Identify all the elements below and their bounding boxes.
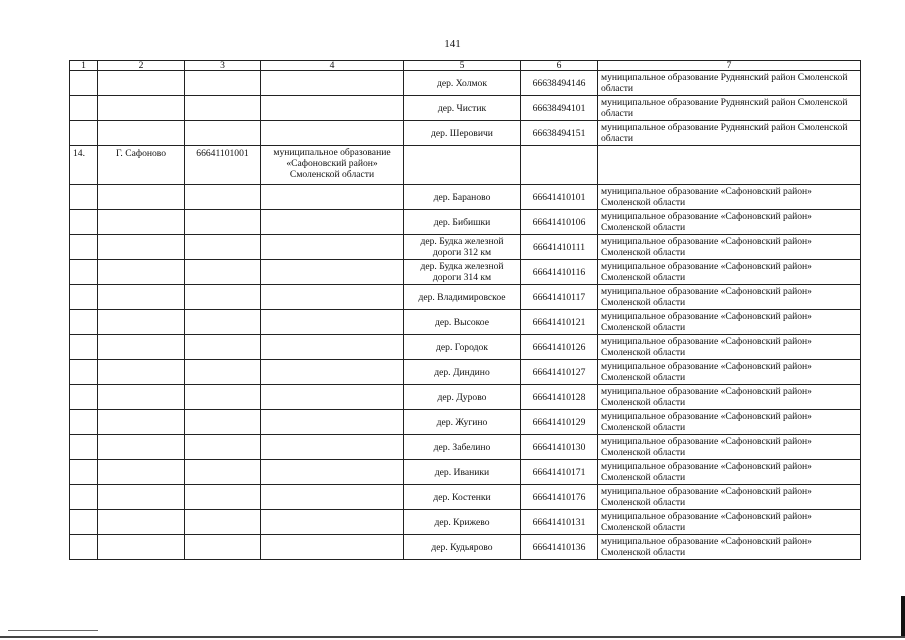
cell-c1	[70, 435, 98, 460]
cell-c5: дер. Высокое	[404, 310, 521, 335]
cell-c6: 66641410136	[521, 535, 598, 560]
cell-c5: дер. Бараново	[404, 185, 521, 210]
cell-c7: муниципальное образование Руднянский район Смоленской области	[598, 71, 861, 96]
header-cell-2: 2	[98, 61, 185, 71]
cell-c6: 66638494101	[521, 96, 598, 121]
cell-c1	[70, 385, 98, 410]
cell-c7: муниципальное образование Руднянский район Смоленской области	[598, 121, 861, 146]
table-row	[70, 185, 861, 210]
cell-c2	[98, 435, 185, 460]
cell-c5: дер. Будка железной дороги 312 км	[404, 235, 521, 260]
cell-c5: дер. Забелино	[404, 435, 521, 460]
cell-c1	[70, 485, 98, 510]
cell-c1	[70, 460, 98, 485]
cell-c4	[261, 210, 404, 235]
cell-c3: 66641101001	[185, 146, 261, 185]
header-cell-6: 6	[521, 61, 598, 71]
cell-c5: дер. Чистик	[404, 96, 521, 121]
cell-c5: дер. Дурово	[404, 385, 521, 410]
cell-c3	[185, 385, 261, 410]
table-row	[70, 385, 861, 410]
cell-c3	[185, 310, 261, 335]
table-row	[70, 121, 861, 146]
cell-c2	[98, 535, 185, 560]
cell-c5: дер. Шеровичи	[404, 121, 521, 146]
cell-c3	[185, 260, 261, 285]
cell-c3	[185, 285, 261, 310]
table-row	[70, 285, 861, 310]
cell-c5: дер. Холмок	[404, 71, 521, 96]
cell-c2	[98, 96, 185, 121]
cell-c7: муниципальное образование Руднянский район Смоленской области	[598, 96, 861, 121]
cell-c7: муниципальное образование «Сафоновский район» Смоленской области	[598, 385, 861, 410]
page-number: 141	[444, 38, 461, 50]
header-cell-1: 1	[70, 61, 98, 71]
cell-c2	[98, 310, 185, 335]
cell-c7: муниципальное образование «Сафоновский район» Смоленской области	[598, 210, 861, 235]
cell-c5: дер. Бибишки	[404, 210, 521, 235]
cell-c3	[185, 410, 261, 435]
cell-c7: муниципальное образование «Сафоновский район» Смоленской области	[598, 360, 861, 385]
cell-c5: дер. Будка железной дороги 314 км	[404, 260, 521, 285]
table-row	[70, 235, 861, 260]
header-cell-3: 3	[185, 61, 261, 71]
table-row	[70, 210, 861, 235]
cell-c3	[185, 335, 261, 360]
cell-c5: дер. Диндино	[404, 360, 521, 385]
cell-c3	[185, 460, 261, 485]
cell-c6: 66638494151	[521, 121, 598, 146]
cell-c6: 66641410111	[521, 235, 598, 260]
cell-c6: 66641410130	[521, 435, 598, 460]
cell-c5: дер. Городок	[404, 335, 521, 360]
cell-c7: муниципальное образование «Сафоновский район» Смоленской области	[598, 410, 861, 435]
table-row	[70, 360, 861, 385]
cell-c4	[261, 460, 404, 485]
cell-c3	[185, 360, 261, 385]
cell-c6: 66641410128	[521, 385, 598, 410]
cell-c7: муниципальное образование «Сафоновский район» Смоленской области	[598, 185, 861, 210]
cell-c3	[185, 535, 261, 560]
table-row	[70, 535, 861, 560]
cell-c7: муниципальное образование «Сафоновский район» Смоленской области	[598, 535, 861, 560]
cell-c5	[404, 146, 521, 185]
cell-c3	[185, 235, 261, 260]
cell-c4	[261, 485, 404, 510]
cell-c4: муниципальное образование «Сафоновский район» Смоленской области	[261, 146, 404, 185]
cell-c5: дер. Кудьярово	[404, 535, 521, 560]
cell-c4	[261, 435, 404, 460]
cell-c2	[98, 360, 185, 385]
cell-c6: 66638494146	[521, 71, 598, 96]
cell-c1	[70, 235, 98, 260]
cell-c7: муниципальное образование «Сафоновский район» Смоленской области	[598, 460, 861, 485]
cell-c2	[98, 235, 185, 260]
cell-c7: муниципальное образование «Сафоновский район» Смоленской области	[598, 435, 861, 460]
cell-c2	[98, 510, 185, 535]
cell-c1	[70, 310, 98, 335]
table-row	[70, 435, 861, 460]
cell-c7: муниципальное образование «Сафоновский район» Смоленской области	[598, 235, 861, 260]
cell-c4	[261, 235, 404, 260]
cell-c7: муниципальное образование «Сафоновский район» Смоленской области	[598, 285, 861, 310]
cell-c1	[70, 71, 98, 96]
cell-c2: Г. Сафоново	[98, 146, 185, 185]
cell-c4	[261, 310, 404, 335]
cell-c1: 14.	[70, 146, 98, 185]
cell-c3	[185, 71, 261, 96]
header-cell-7: 7	[598, 61, 861, 71]
cell-c2	[98, 260, 185, 285]
header-cell-4: 4	[261, 61, 404, 71]
cell-c3	[185, 210, 261, 235]
cell-c6: 66641410101	[521, 185, 598, 210]
cell-c7: муниципальное образование «Сафоновский район» Смоленской области	[598, 310, 861, 335]
cell-c2	[98, 460, 185, 485]
cell-c6: 66641410126	[521, 335, 598, 360]
cell-c3	[185, 121, 261, 146]
cell-c6: 66641410117	[521, 285, 598, 310]
cell-c1	[70, 121, 98, 146]
cell-c5: дер. Жугино	[404, 410, 521, 435]
cell-c4	[261, 185, 404, 210]
cell-c6: 66641410171	[521, 460, 598, 485]
table-row	[70, 410, 861, 435]
table-row	[70, 71, 861, 96]
cell-c1	[70, 335, 98, 360]
settlements-table	[69, 60, 861, 560]
cell-c6: 66641410131	[521, 510, 598, 535]
cell-c1	[70, 210, 98, 235]
cell-c2	[98, 71, 185, 96]
cell-c4	[261, 510, 404, 535]
cell-c7: муниципальное образование «Сафоновский район» Смоленской области	[598, 485, 861, 510]
cell-c4	[261, 96, 404, 121]
cell-c2	[98, 410, 185, 435]
cell-c6: 66641410121	[521, 310, 598, 335]
cell-c7: муниципальное образование «Сафоновский район» Смоленской области	[598, 335, 861, 360]
table-row	[70, 260, 861, 285]
cell-c6: 66641410176	[521, 485, 598, 510]
cell-c4	[261, 385, 404, 410]
table-row	[70, 146, 861, 185]
cell-c2	[98, 485, 185, 510]
cell-c6: 66641410106	[521, 210, 598, 235]
cell-c7	[598, 146, 861, 185]
cell-c6: 66641410116	[521, 260, 598, 285]
cell-c6: 66641410127	[521, 360, 598, 385]
cell-c1	[70, 96, 98, 121]
scan-mark-right	[901, 596, 905, 636]
cell-c3	[185, 435, 261, 460]
table-row	[70, 485, 861, 510]
cell-c4	[261, 260, 404, 285]
table-row	[70, 460, 861, 485]
cell-c1	[70, 285, 98, 310]
cell-c4	[261, 121, 404, 146]
table-row	[70, 510, 861, 535]
cell-c5: дер. Костенки	[404, 485, 521, 510]
cell-c2	[98, 335, 185, 360]
header-cell-5: 5	[404, 61, 521, 71]
cell-c3	[185, 510, 261, 535]
header-row	[70, 61, 861, 71]
cell-c4	[261, 360, 404, 385]
cell-c5: дер. Иваники	[404, 460, 521, 485]
cell-c1	[70, 410, 98, 435]
cell-c7: муниципальное образование «Сафоновский район» Смоленской области	[598, 260, 861, 285]
cell-c3	[185, 96, 261, 121]
cell-c7: муниципальное образование «Сафоновский район» Смоленской области	[598, 510, 861, 535]
table-row	[70, 310, 861, 335]
cell-c1	[70, 185, 98, 210]
cell-c3	[185, 485, 261, 510]
cell-c4	[261, 335, 404, 360]
cell-c4	[261, 71, 404, 96]
cell-c6: 66641410129	[521, 410, 598, 435]
scan-mark-left	[8, 630, 98, 631]
table-row	[70, 96, 861, 121]
cell-c2	[98, 285, 185, 310]
cell-c2	[98, 385, 185, 410]
cell-c4	[261, 410, 404, 435]
table-row	[70, 335, 861, 360]
cell-c3	[185, 185, 261, 210]
page-bottom-edge	[0, 636, 905, 638]
cell-c4	[261, 535, 404, 560]
cell-c5: дер. Крижево	[404, 510, 521, 535]
cell-c2	[98, 185, 185, 210]
cell-c1	[70, 510, 98, 535]
cell-c1	[70, 360, 98, 385]
cell-c6	[521, 146, 598, 185]
cell-c1	[70, 535, 98, 560]
cell-c2	[98, 121, 185, 146]
cell-c5: дер. Владимировское	[404, 285, 521, 310]
cell-c4	[261, 285, 404, 310]
cell-c2	[98, 210, 185, 235]
cell-c1	[70, 260, 98, 285]
